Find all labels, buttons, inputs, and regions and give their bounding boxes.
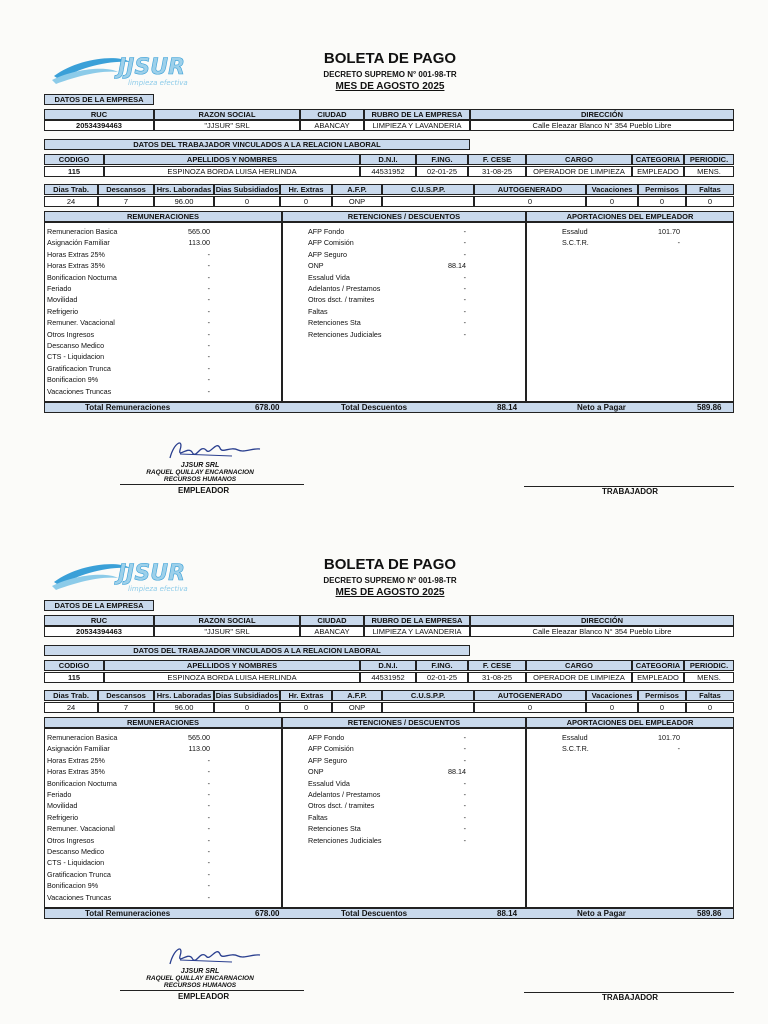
trabajador-value-5: OPERADOR DE LIMPIEZA <box>526 672 632 683</box>
retencion-value: - <box>463 272 466 282</box>
tiempo-value-7: 0 <box>474 196 586 207</box>
retencion-label: Retenciones Sta <box>308 318 361 328</box>
trabajador-header-2: D.N.I. <box>360 154 416 165</box>
remuneracion-label: Bonificacion Nocturna <box>47 272 117 282</box>
retencion-label: Otros dsct. / tramites <box>308 801 375 811</box>
remuneracion-label: Feriado <box>47 790 72 799</box>
remuneracion-value: - <box>207 306 210 316</box>
empresa-section-header: DATOS DE LA EMPRESA <box>44 94 154 105</box>
empresa-value-3: LIMPIEZA Y LAVANDERIA <box>364 120 470 131</box>
tiempo-value-4: 0 <box>280 702 332 713</box>
retencion-value: - <box>463 755 466 765</box>
signature-person: RAQUEL QUILLAY ENCARNACION <box>146 469 254 476</box>
retencion-label: Faltas <box>308 812 328 822</box>
trabajador-value-7: MENS. <box>684 672 734 683</box>
retencion-value: - <box>463 812 466 822</box>
remuneracion-value: - <box>207 375 210 385</box>
aportacion-label: Essalud <box>562 227 588 236</box>
tiempo-value-2: 96.00 <box>154 196 214 207</box>
remuneracion-value: - <box>207 892 210 902</box>
trabajador-header-7: PERIODIC. <box>684 154 734 165</box>
retencion-value: - <box>463 835 466 845</box>
tiempo-value-5: ONP <box>332 196 382 207</box>
empresa-value-1: "JJSUR" SRL <box>154 120 300 131</box>
aportacion-value: - <box>677 744 680 754</box>
aportaciones-box <box>526 728 734 908</box>
empresa-value-1: "JJSUR" SRL <box>154 626 300 637</box>
remuneracion-value: - <box>207 295 210 305</box>
tiempo-value-6 <box>382 702 474 713</box>
tiempo-header-9: Permisos <box>638 690 686 701</box>
remuneracion-value: 565.00 <box>188 733 210 742</box>
tiempo-value-3: 0 <box>214 196 280 207</box>
remuneracion-label: CTS - Liquidacion <box>47 858 105 868</box>
retencion-value: - <box>463 744 466 754</box>
tiempo-value-2: 96.00 <box>154 702 214 713</box>
decreto-line: DECRETO SUPREMO N° 001-98-TR <box>323 70 457 79</box>
tiempo-value-10: 0 <box>686 196 734 207</box>
trabajador-section-header: DATOS DEL TRABAJADOR VINCULADOS A LA RELACION LABORAL <box>44 645 470 656</box>
trabajador-label: TRABAJADOR <box>602 487 658 496</box>
trabajador-header-2: D.N.I. <box>360 660 416 671</box>
empleador-line <box>120 990 304 991</box>
empresa-header-4: DIRECCIÓN <box>470 109 734 120</box>
empleador-label: EMPLEADOR <box>178 992 230 1001</box>
retencion-value: - <box>463 329 466 339</box>
retencion-value: - <box>463 249 466 259</box>
empleador-label: EMPLEADOR <box>178 486 230 495</box>
trabajador-header-5: CARGO <box>526 660 632 671</box>
empresa-value-0: 20534394463 <box>44 626 154 637</box>
remuneracion-label: Bonificacion Nocturna <box>47 778 117 788</box>
empresa-header-1: RAZON SOCIAL <box>154 109 300 120</box>
retencion-label: Adelantos / Prestamos <box>308 790 381 799</box>
total-descuentos-label: Total Descuentos <box>341 403 408 412</box>
tiempo-header-7: AUTOGENERADO <box>474 184 586 195</box>
remuneracion-label: Asignación Familiar <box>47 744 110 754</box>
retencion-label: AFP Seguro <box>308 249 348 259</box>
remuneracion-label: Movilidad <box>47 295 78 305</box>
retencion-value: - <box>463 295 466 305</box>
signature-company: JJSUR SRL <box>180 968 220 975</box>
tiempo-header-1: Descansos <box>98 690 154 701</box>
retencion-label: Essalud Vida <box>308 272 350 282</box>
remuneracion-value: - <box>207 824 210 834</box>
total-descuentos-value: 88.14 <box>497 403 518 412</box>
tiempo-header-8: Vacaciones <box>586 184 638 195</box>
tiempo-value-5: ONP <box>332 702 382 713</box>
retencion-value: - <box>463 801 466 811</box>
remuneracion-label: Gratificacion Trunca <box>47 869 111 879</box>
remuneracion-label: Movilidad <box>47 801 78 811</box>
decreto-line: DECRETO SUPREMO N° 001-98-TR <box>323 576 457 585</box>
trabajador-value-2: 44531952 <box>360 672 416 683</box>
signature-person: RAQUEL QUILLAY ENCARNACION <box>146 975 254 982</box>
remuneracion-label: Asignación Familiar <box>47 238 110 248</box>
tiempo-header-6: C.U.S.P.P. <box>382 184 474 195</box>
trabajador-header-7: PERIODIC. <box>684 660 734 671</box>
tiempo-header-7: AUTOGENERADO <box>474 690 586 701</box>
tiempo-value-8: 0 <box>586 702 638 713</box>
empresa-value-2: ABANCAY <box>300 120 364 131</box>
aportaciones-header: APORTACIONES DEL EMPLEADOR <box>526 211 734 222</box>
tiempo-header-9: Permisos <box>638 184 686 195</box>
trabajador-header-0: CODIGO <box>44 154 104 165</box>
aportacion-value: 101.70 <box>658 227 680 236</box>
tiempo-header-0: Dias Trab. <box>44 690 98 701</box>
retencion-value: 88.14 <box>448 261 466 271</box>
retencion-value: - <box>463 790 466 799</box>
empresa-value-2: ABANCAY <box>300 626 364 637</box>
tiempo-value-9: 0 <box>638 702 686 713</box>
remuneracion-label: Horas Extras 25% <box>47 755 105 765</box>
trabajador-value-0: 115 <box>44 166 104 177</box>
empresa-value-4: Calle Eleazar Blanco N° 354 Pueblo Libre <box>470 120 734 131</box>
total-descuentos-label: Total Descuentos <box>341 909 408 918</box>
remuneracion-value: - <box>207 284 210 293</box>
tiempo-header-3: Dias Subsidiados <box>215 691 279 700</box>
tiempo-value-6 <box>382 196 474 207</box>
retencion-value: - <box>463 733 466 742</box>
tiempo-header-1: Descansos <box>98 184 154 195</box>
retencion-label: ONP <box>308 767 324 777</box>
remuneracion-value: 113.00 <box>188 744 210 754</box>
remuneracion-value: - <box>207 386 210 396</box>
trabajador-header-0: CODIGO <box>44 660 104 671</box>
trabajador-value-4: 31-08-25 <box>468 672 526 683</box>
empresa-header-4: DIRECCIÓN <box>470 615 734 626</box>
trabajador-section-header: DATOS DEL TRABAJADOR VINCULADOS A LA RELACION LABORAL <box>44 139 470 150</box>
remuneracion-label: Descanso Medico <box>47 341 105 350</box>
trabajador-header-1: APELLIDOS Y NOMBRES <box>104 660 360 671</box>
remuneracion-value: - <box>207 329 210 339</box>
trabajador-value-3: 02-01-25 <box>416 672 468 683</box>
aportaciones-header: APORTACIONES DEL EMPLEADOR <box>526 717 734 728</box>
remuneracion-label: Gratificacion Trunca <box>47 363 111 373</box>
remuneracion-value: - <box>207 790 210 799</box>
remuneracion-label: Refrigerio <box>47 812 79 822</box>
remuneracion-label: Descanso Medico <box>47 847 105 856</box>
tiempo-value-7: 0 <box>474 702 586 713</box>
remuneracion-label: Refrigerio <box>47 306 79 316</box>
trabajador-value-0: 115 <box>44 672 104 683</box>
retenciones-header: RETENCIONES / DESCUENTOS <box>282 211 526 222</box>
tiempo-header-4: Hr. Extras <box>280 690 332 701</box>
aportacion-value: - <box>677 238 680 248</box>
tiempo-value-0: 24 <box>44 702 98 713</box>
swoosh-logo-icon <box>48 50 238 90</box>
remuneracion-label: Horas Extras 35% <box>47 767 105 777</box>
aportacion-label: S.C.T.R. <box>562 744 589 754</box>
tiempo-header-0: Dias Trab. <box>44 184 98 195</box>
empresa-header-3: RUBRO DE LA EMPRESA <box>364 615 470 626</box>
totals-bar <box>44 402 734 413</box>
remuneracion-label: Remuneracion Basica <box>47 733 118 742</box>
remuneracion-label: Otros Ingresos <box>47 329 95 339</box>
neto-pagar-label: Neto a Pagar <box>577 403 626 412</box>
retencion-label: Essalud Vida <box>308 778 350 788</box>
empresa-header-2: CIUDAD <box>300 109 364 120</box>
remuneracion-value: - <box>207 778 210 788</box>
logo-tagline: limpieza efectiva <box>128 585 188 593</box>
remuneracion-value: - <box>207 249 210 259</box>
remuneracion-label: Vacaciones Truncas <box>47 892 112 902</box>
empresa-section-header: DATOS DE LA EMPRESA <box>44 600 154 611</box>
remuneracion-value: - <box>207 858 210 868</box>
remuneracion-value: - <box>207 363 210 373</box>
aportaciones-box <box>526 222 734 402</box>
trabajador-value-6: EMPLEADO <box>632 672 684 683</box>
empresa-header-3: RUBRO DE LA EMPRESA <box>364 109 470 120</box>
empresa-header-2: CIUDAD <box>300 615 364 626</box>
retencion-value: - <box>463 238 466 248</box>
totals-bar <box>44 908 734 919</box>
total-remuneraciones-label: Total Remuneraciones <box>85 909 171 918</box>
trabajador-header-1: APELLIDOS Y NOMBRES <box>104 154 360 165</box>
remuneracion-value: - <box>207 847 210 856</box>
document-title: BOLETA DE PAGO <box>323 556 457 573</box>
pay-month: MES DE AGOSTO 2025 <box>335 587 445 598</box>
logo-brand: JJSUR <box>118 55 186 80</box>
retencion-label: Otros dsct. / tramites <box>308 295 375 305</box>
remuneracion-label: CTS - Liquidacion <box>47 352 105 362</box>
tiempo-header-5: A.F.P. <box>332 184 382 195</box>
tiempo-header-4: Hr. Extras <box>280 184 332 195</box>
retencion-value: - <box>463 824 466 834</box>
trabajador-value-5: OPERADOR DE LIMPIEZA <box>526 166 632 177</box>
remuneracion-label: Horas Extras 35% <box>47 261 105 271</box>
trabajador-value-7: MENS. <box>684 166 734 177</box>
trabajador-value-4: 31-08-25 <box>468 166 526 177</box>
tiempo-value-0: 24 <box>44 196 98 207</box>
empresa-value-0: 20534394463 <box>44 120 154 131</box>
total-remuneraciones-value: 678.00 <box>255 909 280 918</box>
swoosh-logo-icon <box>48 556 238 596</box>
remuneracion-value: - <box>207 755 210 765</box>
retencion-value: - <box>463 318 466 328</box>
retencion-label: Retenciones Sta <box>308 824 361 834</box>
trabajador-value-1: ESPINOZA BORDA LUISA HERLINDA <box>104 166 360 177</box>
retencion-label: Adelantos / Prestamos <box>308 284 381 293</box>
remuneracion-label: Bonificacion 9% <box>47 881 99 891</box>
retencion-label: ONP <box>308 261 324 271</box>
total-remuneraciones-label: Total Remuneraciones <box>85 403 171 412</box>
remuneracion-label: Bonificacion 9% <box>47 375 99 385</box>
remuneracion-value: - <box>207 261 210 271</box>
signature-area: RECURSOS HUMANOS <box>163 982 237 989</box>
empresa-header-0: RUC <box>44 615 154 626</box>
tiempo-header-3: Dias Subsidiados <box>215 185 279 194</box>
retencion-label: Retenciones Judiciales <box>308 329 382 339</box>
tiempo-header-6: C.U.S.P.P. <box>382 690 474 701</box>
tiempo-value-1: 7 <box>98 702 154 713</box>
retencion-label: AFP Comisión <box>308 744 354 754</box>
retencion-label: Faltas <box>308 306 328 316</box>
aportacion-label: Essalud <box>562 733 588 742</box>
remuneracion-value: - <box>207 801 210 811</box>
neto-pagar-value: 589.86 <box>697 403 722 412</box>
remuneracion-value: - <box>207 352 210 362</box>
trabajador-value-1: ESPINOZA BORDA LUISA HERLINDA <box>104 672 360 683</box>
remuneracion-label: Otros Ingresos <box>47 835 95 845</box>
tiempo-header-8: Vacaciones <box>586 690 638 701</box>
tiempo-value-9: 0 <box>638 196 686 207</box>
trabajador-value-3: 02-01-25 <box>416 166 468 177</box>
retencion-value: - <box>463 306 466 316</box>
trabajador-header-5: CARGO <box>526 154 632 165</box>
logo-brand: JJSUR <box>118 561 186 586</box>
tiempo-value-3: 0 <box>214 702 280 713</box>
trabajador-header-6: CATEGORIA <box>632 154 684 165</box>
logo-tagline: limpieza efectiva <box>128 79 188 87</box>
trabajador-header-3: F.ING. <box>416 154 468 165</box>
remuneracion-value: 565.00 <box>188 227 210 236</box>
trabajador-header-4: F. CESE <box>468 660 526 671</box>
remuneracion-value: - <box>207 341 210 350</box>
retencion-label: Retenciones Judiciales <box>308 835 382 845</box>
tiempo-header-10: Faltas <box>686 690 734 701</box>
remuneracion-value: - <box>207 272 210 282</box>
retencion-label: AFP Fondo <box>308 733 345 742</box>
retenciones-header: RETENCIONES / DESCUENTOS <box>282 717 526 728</box>
retencion-value: - <box>463 227 466 236</box>
tiempo-header-5: A.F.P. <box>332 690 382 701</box>
aportacion-value: 101.70 <box>658 733 680 742</box>
empresa-value-3: LIMPIEZA Y LAVANDERIA <box>364 626 470 637</box>
empresa-header-1: RAZON SOCIAL <box>154 615 300 626</box>
aportacion-label: S.C.T.R. <box>562 238 589 248</box>
tiempo-value-8: 0 <box>586 196 638 207</box>
signature-company: JJSUR SRL <box>180 462 220 469</box>
tiempo-value-10: 0 <box>686 702 734 713</box>
remuneracion-label: Remuner. Vacacional <box>47 318 115 328</box>
empresa-value-4: Calle Eleazar Blanco N° 354 Pueblo Libre <box>470 626 734 637</box>
neto-pagar-label: Neto a Pagar <box>577 909 626 918</box>
remuneracion-label: Vacaciones Truncas <box>47 386 112 396</box>
remuneracion-value: - <box>207 869 210 879</box>
retencion-value: 88.14 <box>448 767 466 777</box>
empresa-header-0: RUC <box>44 109 154 120</box>
remuneracion-label: Horas Extras 25% <box>47 249 105 259</box>
remuneracion-label: Feriado <box>47 284 72 293</box>
tiempo-header-2: Hrs. Laboradas <box>154 184 214 195</box>
remuneracion-value: - <box>207 767 210 777</box>
remuneracion-value: - <box>207 881 210 891</box>
tiempo-header-10: Faltas <box>686 184 734 195</box>
neto-pagar-value: 589.86 <box>697 909 722 918</box>
total-descuentos-value: 88.14 <box>497 909 518 918</box>
trabajador-value-6: EMPLEADO <box>632 166 684 177</box>
tiempo-value-1: 7 <box>98 196 154 207</box>
tiempo-value-4: 0 <box>280 196 332 207</box>
retencion-value: - <box>463 778 466 788</box>
remuneraciones-header: REMUNERACIONES <box>44 717 282 728</box>
retencion-label: AFP Seguro <box>308 755 348 765</box>
empleador-line <box>120 484 304 485</box>
retencion-label: AFP Fondo <box>308 227 345 236</box>
document-title: BOLETA DE PAGO <box>323 50 457 67</box>
trabajador-label: TRABAJADOR <box>602 993 658 1002</box>
remuneracion-value: 113.00 <box>188 238 210 248</box>
total-remuneraciones-value: 678.00 <box>255 403 280 412</box>
tiempo-header-2: Hrs. Laboradas <box>154 690 214 701</box>
remuneracion-value: - <box>207 812 210 822</box>
remuneracion-value: - <box>207 318 210 328</box>
signature-area: RECURSOS HUMANOS <box>163 476 237 483</box>
remuneraciones-header: REMUNERACIONES <box>44 211 282 222</box>
pay-month: MES DE AGOSTO 2025 <box>335 81 445 92</box>
boleta-de-pago-2 <box>0 506 768 1018</box>
retencion-value: - <box>463 284 466 293</box>
remuneracion-value: - <box>207 835 210 845</box>
remuneracion-label: Remuneracion Basica <box>47 227 118 236</box>
trabajador-header-3: F.ING. <box>416 660 468 671</box>
trabajador-header-4: F. CESE <box>468 154 526 165</box>
trabajador-value-2: 44531952 <box>360 166 416 177</box>
retencion-label: AFP Comisión <box>308 238 354 248</box>
trabajador-header-6: CATEGORIA <box>632 660 684 671</box>
remuneracion-label: Remuner. Vacacional <box>47 824 115 834</box>
